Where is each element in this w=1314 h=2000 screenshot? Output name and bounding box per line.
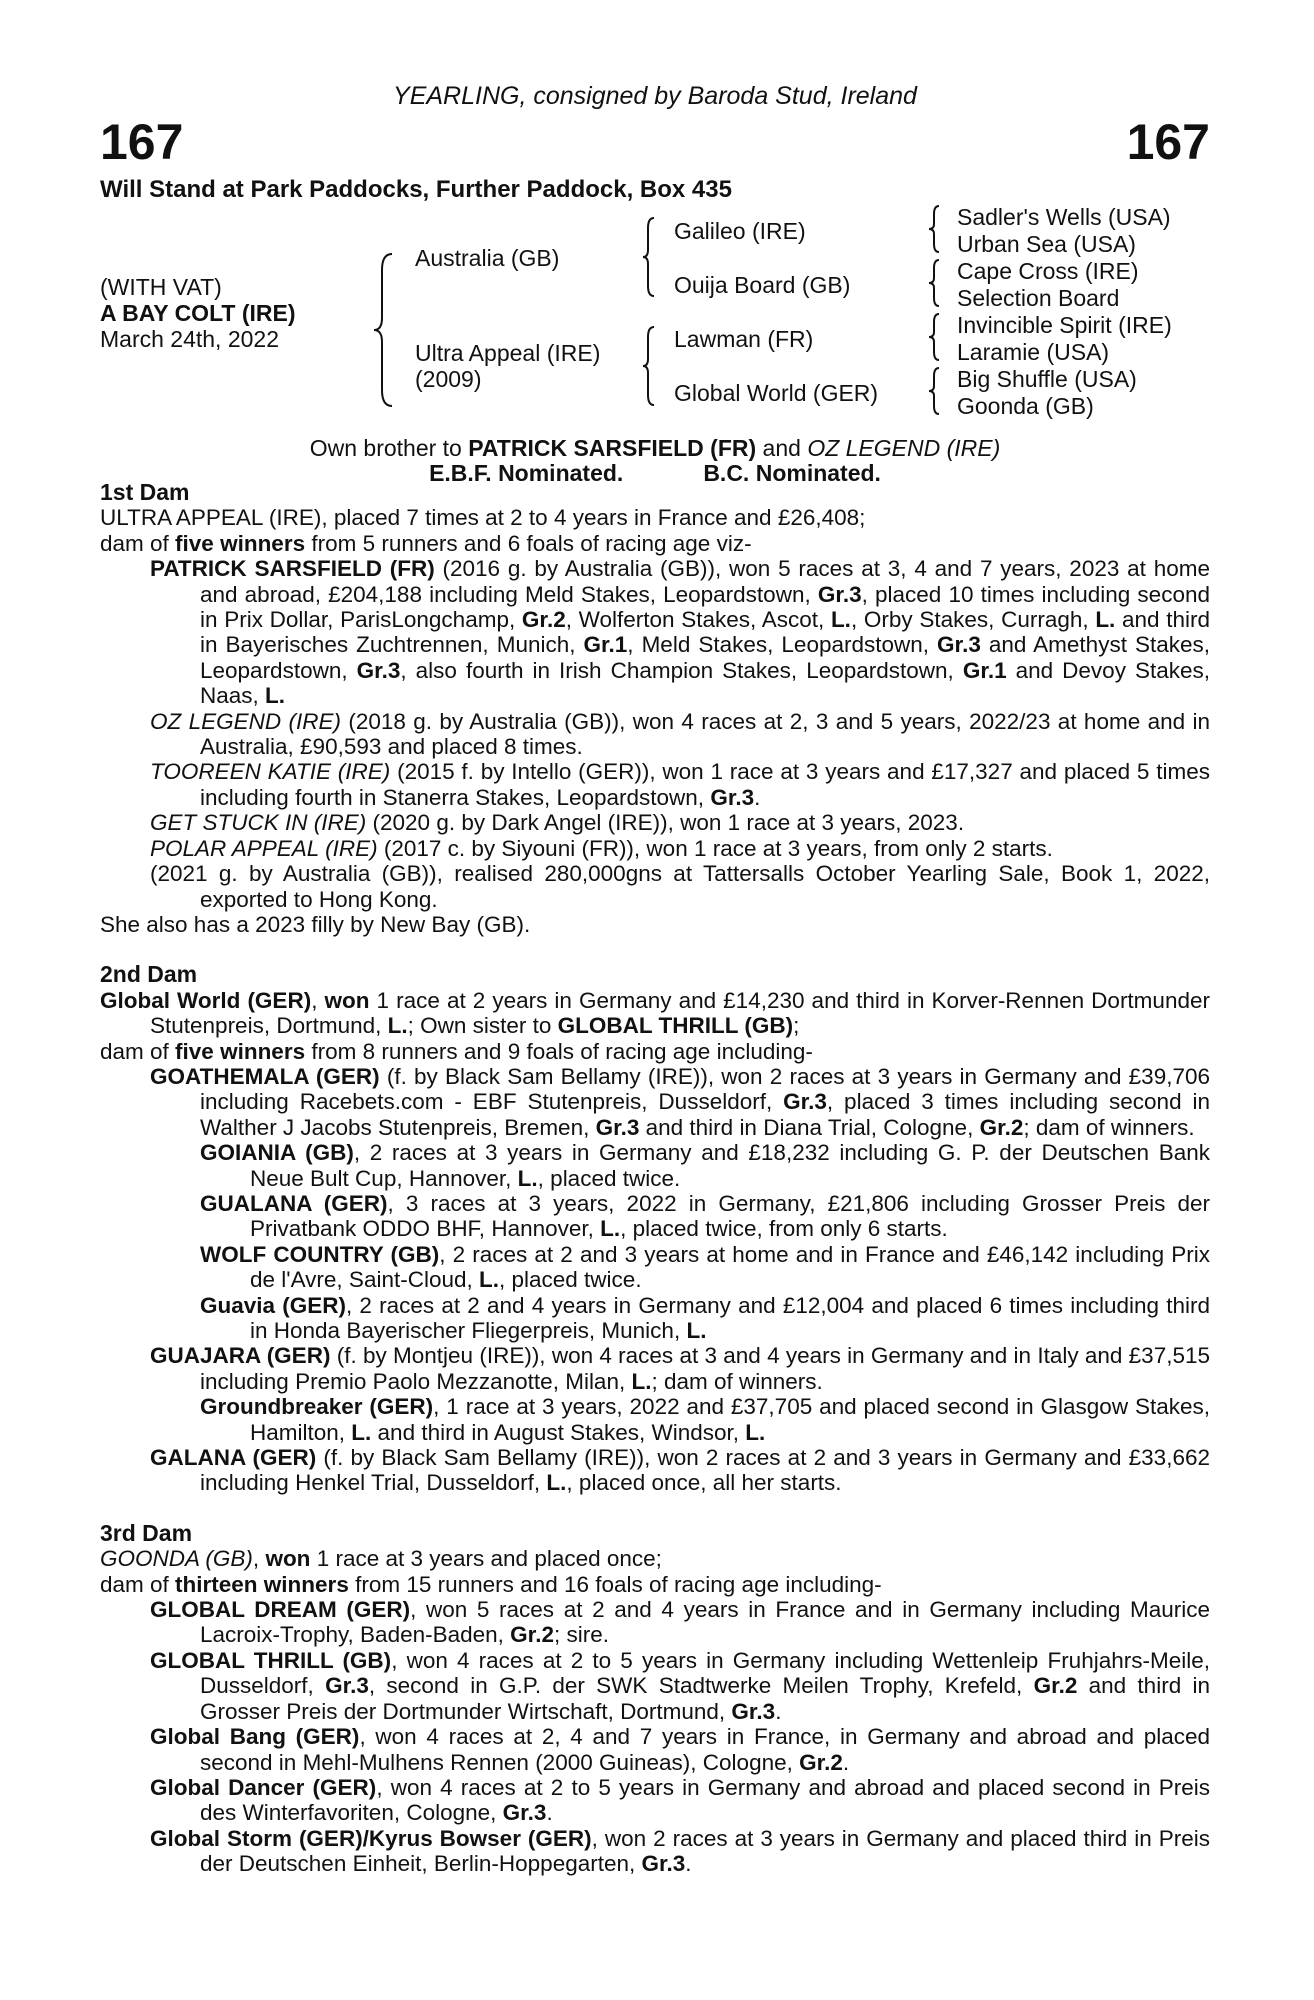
produce-name: GLOBAL THRILL (GB): [150, 1647, 392, 1673]
consignor-line: YEARLING, consigned by Baroda Stud, Ireland: [393, 82, 917, 110]
vat-note: (WITH VAT): [100, 274, 222, 300]
sire-dam: Ouija Board (GB): [674, 272, 851, 298]
gen3-7: Big Shuffle (USA): [957, 366, 1137, 392]
pedigree-table: [100, 0, 1210, 440]
horse-name: A BAY COLT (IRE): [100, 300, 296, 326]
own-brother-name-2: OZ LEGEND (IRE): [807, 435, 1001, 461]
produce-entry: Global Dancer (GER), won 4 races at 2 to 5 years in Germany and abroad and placed second in Preis des Winterfavoriten, Cologne, Gr.3.: [150, 1774, 1211, 1826]
produce-name: GOIANIA (GB): [200, 1140, 354, 1166]
gen3-1: Sadler's Wells (USA): [957, 204, 1171, 230]
bc-nominated: B.C. Nominated.: [703, 460, 881, 486]
lot-number-left: 167: [100, 114, 184, 170]
produce-name: WOLF COUNTRY (GB): [200, 1241, 440, 1267]
gen3-6: Laramie (USA): [957, 339, 1110, 365]
produce-name: GALANA (GER): [150, 1445, 317, 1471]
produce-entry: GLOBAL DREAM (GER), won 5 races at 2 and 4 years in France and in Germany including Maurice Lacroix-Trophy, Baden-Baden, Gr.2; sire.: [150, 1597, 1210, 1648]
produce-name: POLAR APPEAL (IRE): [150, 835, 378, 861]
second-dam-intro: Global World (GER), won 1 race at 2 years in Germany and £14,230 and third in Korver-Rennen Dortmunder Stutenpreis, Dortmund, L.; Own sister to GLOBAL THRILL (GB);: [100, 987, 1210, 1039]
produce-name: Global Bang (GER): [150, 1724, 360, 1750]
grandsire-brace-4: [925, 366, 945, 418]
ebf-nominated: E.B.F. Nominated.: [429, 460, 624, 486]
produce-name: OZ LEGEND (IRE): [150, 708, 341, 734]
catalogue-body: [100, 480, 1210, 1877]
grandsire-brace-1: [925, 204, 945, 256]
produce-name: PATRICK SARSFIELD (FR): [150, 556, 435, 582]
produce-name: Global Storm (GER)/Kyrus Bowser (GER): [150, 1825, 592, 1851]
gen3-2: Urban Sea (USA): [957, 231, 1136, 257]
produce-name: GUAJARA (GER): [150, 1343, 331, 1369]
dam-brace: [640, 325, 660, 407]
produce-entry: GLOBAL THRILL (GB), won 4 races at 2 to 5 years in Germany including Wettenleip Fruhjahrs-Meile, Dusseldorf, Gr.3, second in G.P. der SWK Stadtwerke Meilen Trophy, Krefeld, Gr.2 and third in Grosser Preis der Dortmunder Wirtschaft, Dortmund, Gr.3.: [150, 1647, 1210, 1724]
grandsire-brace-3: [925, 312, 945, 364]
own-brother-name-1: PATRICK SARSFIELD (FR): [468, 435, 757, 461]
produce-entry: WOLF COUNTRY (GB), 2 races at 2 and 3 years at home and in France and £46,142 including Prix de l'Avre, Saint-Cloud, L., placed twice.: [200, 1241, 1210, 1293]
produce-entry: TOOREEN KATIE (IRE) (2015 f. by Intello (GER)), won 1 race at 3 years and £17,327 and placed 5 times including fourth in Stanerra Stakes, Leopardstown, Gr.3.: [150, 759, 1211, 810]
first-dam-heading: 1st Dam: [100, 479, 190, 505]
foaling-date: March 24th, 2022: [100, 326, 280, 352]
produce-name: GUALANA (GER): [200, 1190, 388, 1216]
produce-entry: (2021 g. by Australia (GB)), realised 280,000gns at Tattersalls October Yearling Sale, Book 1, 2022, exported to Hong Kong.: [150, 861, 1210, 912]
produce-entry: OZ LEGEND (IRE) (2018 g. by Australia (GB)), won 4 races at 2, 3 and 5 years, 2022/23 at home and in Australia, £90,593 and placed 8 times.: [150, 708, 1210, 760]
sire-brace: [640, 216, 660, 298]
produce-entry: Global Bang (GER), won 4 races at 2, 4 and 7 years in France, in Germany and abroad and placed second in Mehl-Mulhens Rennen (2000 Guineas), Cologne, Gr.2.: [150, 1724, 1211, 1775]
produce-name: Groundbreaker (GER): [200, 1394, 434, 1420]
third-dam-produce-summary: dam of thirteen winners from 15 runners and 16 foals of racing age including-: [100, 1571, 882, 1597]
produce-entry: POLAR APPEAL (IRE) (2017 c. by Siyouni (FR)), won 1 race at 3 years, from only 2 starts.: [150, 835, 1053, 861]
produce-entry: PATRICK SARSFIELD (FR) (2016 g. by Australia (GB)), won 5 races at 3, 4 and 7 years, 2023 at home and abroad, £204,188 including Meld Stakes, Leopardstown, Gr.3, placed 10 times including second in Prix Dollar, ParisLongchamp, Gr.2, Wolferton Stakes, Ascot, L., Orby Stakes, Curragh, L. and third in Bayerisches Zuchtrennen, Munich, Gr.1, Meld Stakes, Leopardstown, Gr.3 and Amethyst Stakes, Leopardstown, Gr.3, also fourth in Irish Champion Stakes, Leopardstown, Gr.1 and Devoy Stakes, Naas, L.: [150, 556, 1211, 709]
dam-sire: Lawman (FR): [674, 326, 814, 352]
produce-name: GOATHEMALA (GER): [150, 1063, 380, 1089]
dam: Ultra Appeal (IRE): [415, 340, 601, 366]
produce-entry: Guavia (GER), 2 races at 2 and 4 years in Germany and £12,004 and placed 6 times including third in Honda Bayerischer Fliegerpreis, Munich, L.: [200, 1292, 1211, 1343]
gen3-5: Invincible Spirit (IRE): [957, 312, 1172, 338]
produce-entry: GET STUCK IN (IRE) (2020 g. by Dark Angel (IRE)), won 1 race at 3 years, 2023.: [150, 810, 965, 836]
produce-entry: Groundbreaker (GER), 1 race at 3 years, 2022 and £37,705 and placed second in Glasgow Stakes, Hamilton, L. and third in August Stakes, Windsor, L.: [200, 1394, 1210, 1445]
own-brother-line: Own brother to PATRICK SARSFIELD (FR) and OZ LEGEND (IRE): [309, 435, 1001, 461]
produce-name: GET STUCK IN (IRE): [150, 810, 367, 836]
produce-entry: Global Storm (GER)/Kyrus Bowser (GER), won 2 races at 3 years in Germany and placed third in Preis der Deutschen Einheit, Berlin-Hoppegarten, Gr.3.: [150, 1825, 1210, 1877]
produce-entry: GUAJARA (GER) (f. by Montjeu (IRE)), won 4 races at 3 and 4 years in Germany and in Italy and £37,515 including Premio Paolo Mezzanotte, Milan, L.; dam of winners.: [150, 1343, 1210, 1394]
stand-location: Will Stand at Park Paddocks, Further Paddock, Box 435: [100, 176, 732, 203]
grandsire-brace-2: [925, 258, 945, 310]
pedigree-brace-main: [370, 250, 400, 410]
dam-dam: Global World (GER): [674, 380, 879, 406]
produce-name: TOOREEN KATIE (IRE): [150, 759, 391, 785]
sire: Australia (GB): [415, 245, 560, 271]
third-dam-intro: GOONDA (GB), won 1 race at 3 years and placed once;: [100, 1546, 662, 1572]
first-dam-produce-summary: dam of five winners from 5 runners and 6 foals of racing age viz-: [100, 530, 752, 556]
gen3-8: Goonda (GB): [957, 393, 1094, 419]
gen3-4: Selection Board: [957, 285, 1120, 311]
first-dam-intro: ULTRA APPEAL (IRE), placed 7 times at 2 to 4 years in France and £26,408;: [100, 505, 866, 531]
produce-entry: GUALANA (GER), 3 races at 3 years, 2022 in Germany, £21,806 including Grosser Preis der Privatbank ODDO BHF, Hannover, L., placed twice, from only 6 starts.: [200, 1190, 1210, 1242]
gen3-3: Cape Cross (IRE): [957, 258, 1139, 284]
produce-name: Guavia (GER): [200, 1292, 346, 1318]
second-dam-produce-summary: dam of five winners from 8 runners and 9 foals of racing age including-: [100, 1038, 813, 1064]
produce-entry: GOATHEMALA (GER) (f. by Black Sam Bellamy (IRE)), won 2 races at 3 years in Germany and £39,706 including Racebets.com - EBF Stutenpreis, Dusseldorf, Gr.3, placed 3 times including second in Walther J Jacobs Stutenpreis, Bremen, Gr.3 and third in Diana Trial, Cologne, Gr.2; dam of winners.: [150, 1063, 1210, 1140]
sire-sire: Galileo (IRE): [674, 218, 806, 244]
produce-entry: GOIANIA (GB), 2 races at 3 years in Germany and £18,232 including G. P. der Deutschen Bank Neue Bult Cup, Hannover, L., placed twice.: [200, 1140, 1210, 1191]
dam-year: (2009): [415, 366, 482, 392]
third-dam-heading: 3rd Dam: [100, 1519, 193, 1546]
produce-name: GLOBAL DREAM (GER): [150, 1597, 411, 1623]
second-dam-heading: 2nd Dam: [100, 961, 198, 988]
produce-entry: GALANA (GER) (f. by Black Sam Bellamy (IRE)), won 2 races at 2 and 3 years in Germany and £33,662 including Henkel Trial, Dusseldorf, L., placed once, all her starts.: [150, 1445, 1210, 1496]
produce-name: Global Dancer (GER): [150, 1774, 377, 1800]
lot-number-right: 167: [1126, 114, 1210, 170]
first-dam-closing: She also has a 2023 filly by New Bay (GB).: [100, 911, 531, 937]
